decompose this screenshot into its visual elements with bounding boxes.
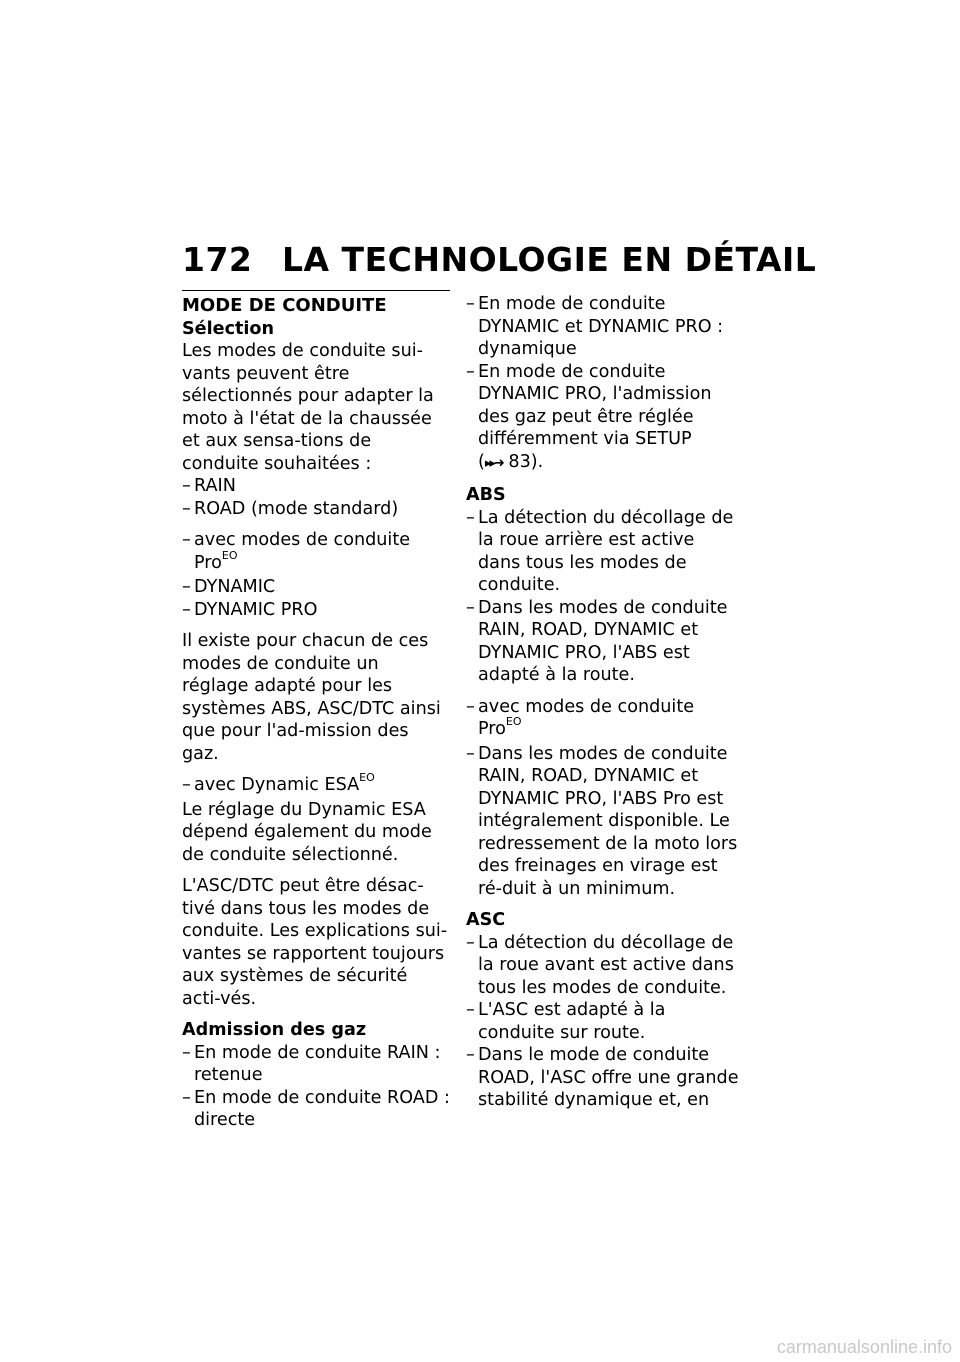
- abs-pro-option-note: [466, 696, 742, 743]
- left-column: [182, 290, 450, 1132]
- section-rule: [182, 290, 450, 291]
- gaz-item-rain: – En mode de conduite RAIN : retenue: [182, 1042, 450, 1087]
- page-heading: [182, 240, 816, 279]
- asc-item-detection: – La détection du décollage de la roue avant est active dans tous les modes de conduite.: [466, 932, 742, 1000]
- gaz-item-dynamic-pro: – En mode de conduite DYNAMIC PRO, l'admission des gaz peut être réglée différemment via SETUP (▸▸➜ 83).: [466, 361, 742, 476]
- abs-heading: ABS: [466, 485, 506, 505]
- eo-marker-abs: EO: [505, 715, 522, 728]
- selection-heading: Sélection: [182, 318, 275, 339]
- gaz-heading: Admission des gaz: [182, 1020, 367, 1040]
- selection-paragraph: Les modes de conduite sui-vants peuvent être sélectionnés pour adapter la moto à l'état de la chaussée et aux sensa-tions de conduite souhaitées :: [182, 341, 434, 474]
- esa-option-note: [182, 771, 450, 799]
- mode-item-dynamic: – DYNAMIC: [182, 576, 450, 599]
- gaz-setup-text: En mode de conduite DYNAMIC PRO, l'admission des gaz peut être réglée différemment via SETUP: [478, 361, 712, 449]
- setup-page-ref: 83).: [508, 451, 544, 472]
- mode-item-rain: – RAIN: [182, 475, 450, 498]
- pro-note-text: avec modes de conduite Pro: [194, 530, 411, 573]
- abs-pro-item: – Dans les modes de conduite RAIN, ROAD, DYNAMIC et DYNAMIC PRO, l'ABS Pro est intégralement disponible. Le redressement de la moto lors des freinages en virage est ré-duit à un minimum.: [466, 743, 742, 901]
- asc-heading: ASC: [466, 910, 506, 930]
- page-number: 172: [182, 240, 253, 279]
- watermark: carmanualsonline.info: [776, 1337, 952, 1357]
- chapter-title: LA TECHNOLOGIE EN DÉTAIL: [282, 240, 817, 279]
- eo-marker-esa: EO: [359, 771, 375, 784]
- abs-pro-note-text: avec modes de conduite Pro: [478, 696, 695, 739]
- mode-item-road: – ROAD (mode standard): [182, 498, 450, 521]
- asc-item-route: – L'ASC est adapté à la conduite sur route.: [466, 999, 742, 1044]
- asc-item-road: – Dans le mode de conduite ROAD, l'ASC offre une grande stabilité dynamique et, en: [466, 1044, 742, 1112]
- gaz-item-road: – En mode de conduite ROAD : directe: [182, 1087, 450, 1132]
- right-column: [466, 293, 742, 1112]
- abs-item-modes: – Dans les modes de conduite RAIN, ROAD, DYNAMIC et DYNAMIC PRO, l'ABS est adapté à la route.: [466, 597, 742, 687]
- asc-dtc-paragraph: L'ASC/DTC peut être désac-tivé dans tous les modes de conduite. Les explications sui-vantes se rapportent toujours aux systèmes de sécurité acti-vés.: [182, 876, 448, 1009]
- gaz-item-dynamic: – En mode de conduite DYNAMIC et DYNAMIC PRO : dynamique: [466, 293, 742, 361]
- section-title: MODE DE CONDUITE: [182, 295, 387, 316]
- esa-note-text: avec Dynamic ESA: [194, 775, 360, 795]
- reglage-paragraph: Il existe pour chacun de ces modes de conduite un réglage adapté pour les systèmes ABS, ASC/DTC ainsi que pour l'ad-mission des gaz.: [182, 631, 441, 764]
- pro-option-note: [182, 529, 450, 576]
- mode-item-dynamic-pro: – DYNAMIC PRO: [182, 599, 450, 622]
- page-reference-arrow-icon: ▸▸➜: [484, 455, 503, 471]
- esa-paragraph: Le réglage du Dynamic ESA dépend également du mode de conduite sélectionné.: [182, 799, 432, 865]
- abs-item-detection: – La détection du décollage de la roue arrière est active dans tous les modes de conduite.: [466, 507, 742, 597]
- eo-marker: EO: [221, 548, 238, 562]
- page-header: [182, 240, 816, 279]
